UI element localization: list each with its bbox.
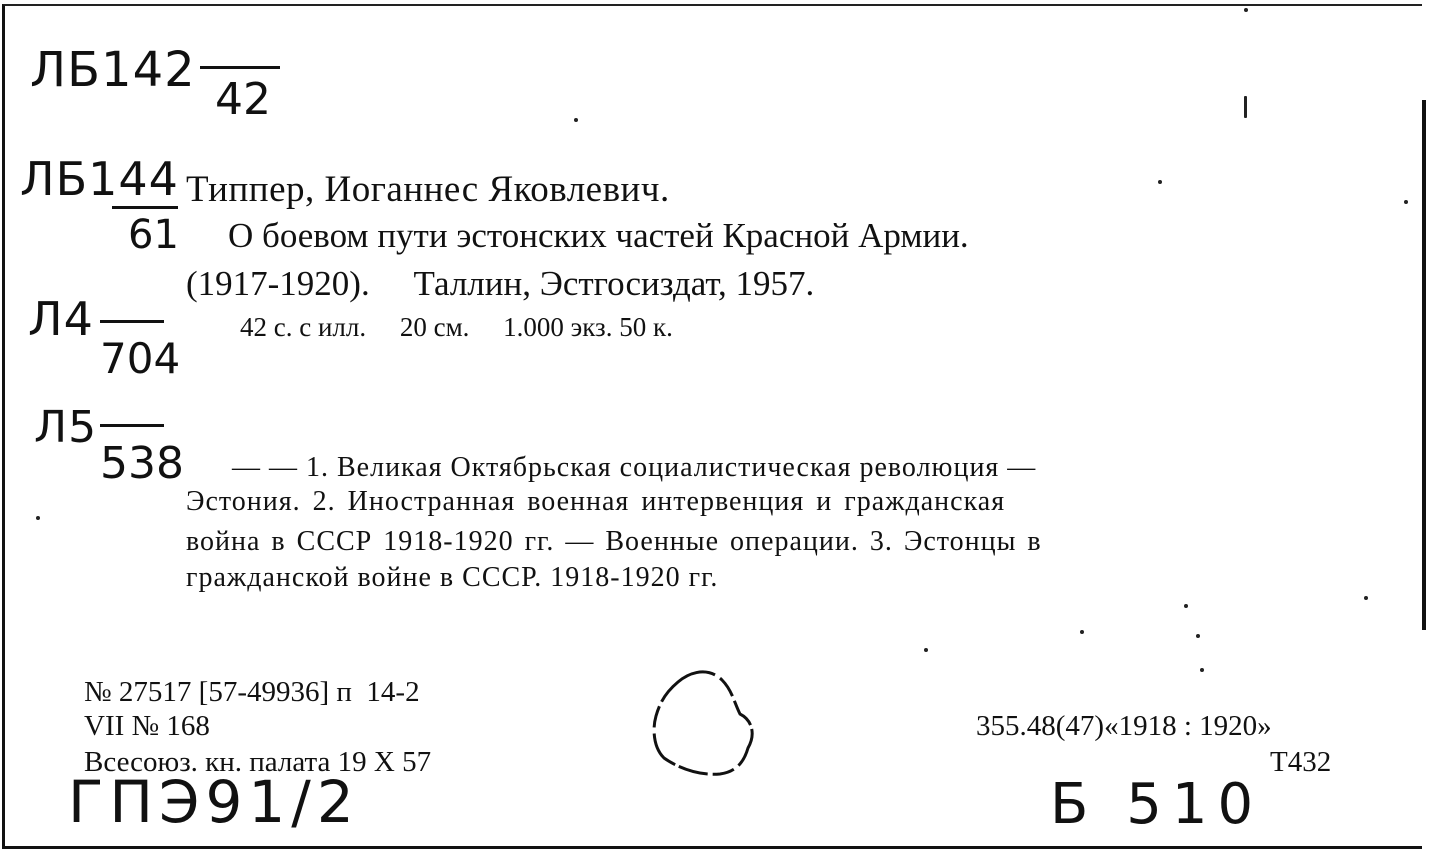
scan-speck xyxy=(1184,604,1188,608)
scan-speck xyxy=(1244,8,1248,12)
shelf-mark-4-bottom: 538 xyxy=(100,438,184,489)
scan-mark xyxy=(1244,96,1247,118)
shelf-mark-4-line xyxy=(100,424,164,427)
scan-speck xyxy=(1200,668,1204,672)
scan-speck xyxy=(1080,630,1084,634)
shelf-mark-1-bottom: 42 xyxy=(215,74,271,125)
shelf-mark-1-line xyxy=(200,66,280,69)
scan-speck xyxy=(574,118,578,122)
shelf-mark-4-top: Л5 xyxy=(34,402,98,453)
scan-speck xyxy=(924,648,928,652)
scan-speck xyxy=(36,516,40,520)
scan-speck xyxy=(1404,200,1408,204)
shelf-mark-2-bottom: 61 xyxy=(128,212,179,258)
shelf-mark-3-line xyxy=(100,320,164,323)
scan-speck xyxy=(1364,596,1368,600)
record-title-line-2: (1917-1920). Таллин, Эстгосиздат, 1957. xyxy=(186,264,815,303)
handwritten-bottom-left: ГПЭ91/2 xyxy=(68,768,360,836)
subjects-line-2: Эстония. 2. Иностранная военная интервенция и гражданская xyxy=(186,486,1006,517)
record-author: Типпер, Иоганнес Яковлевич. xyxy=(186,169,670,210)
card-right-edge xyxy=(1422,100,1426,630)
shelf-mark-3-bottom: 704 xyxy=(100,334,181,383)
handwritten-bottom-right: Б 510 xyxy=(1050,772,1264,837)
footer-series-line: VII № 168 xyxy=(84,710,210,742)
subjects-line-3: война в СССР 1918-1920 гг. — Военные операции. 3. Эстонцы в xyxy=(186,526,1042,557)
record-physical-description: 42 с. с илл. 20 см. 1.000 экз. 50 к. xyxy=(240,312,673,342)
footer-author-mark: Т432 xyxy=(1270,746,1332,778)
shelf-mark-1-top: ЛБ142 xyxy=(30,42,196,98)
record-title-line-1: О боевом пути эстонских частей Красной Армии. xyxy=(228,216,969,255)
shelf-mark-3-top: Л4 xyxy=(28,292,94,346)
stamp-outline xyxy=(648,668,760,786)
footer-chamber-line: Всесоюз. кн. палата 19 X 57 xyxy=(84,746,432,778)
footer-classification: 355.48(47)«1918 : 1920» xyxy=(976,710,1272,742)
footer-number-line: № 27517 [57-49936] п 14-2 xyxy=(84,676,420,708)
scan-speck xyxy=(1196,634,1200,638)
scan-speck xyxy=(1158,180,1162,184)
shelf-mark-2-top: ЛБ144 xyxy=(20,152,179,206)
shelf-mark-2-line xyxy=(112,206,178,209)
subjects-line-1: — — 1. Великая Октябрьская социалистическая революция — xyxy=(232,452,1037,483)
subjects-line-4: гражданской войне в СССР. 1918-1920 гг. xyxy=(186,562,719,593)
